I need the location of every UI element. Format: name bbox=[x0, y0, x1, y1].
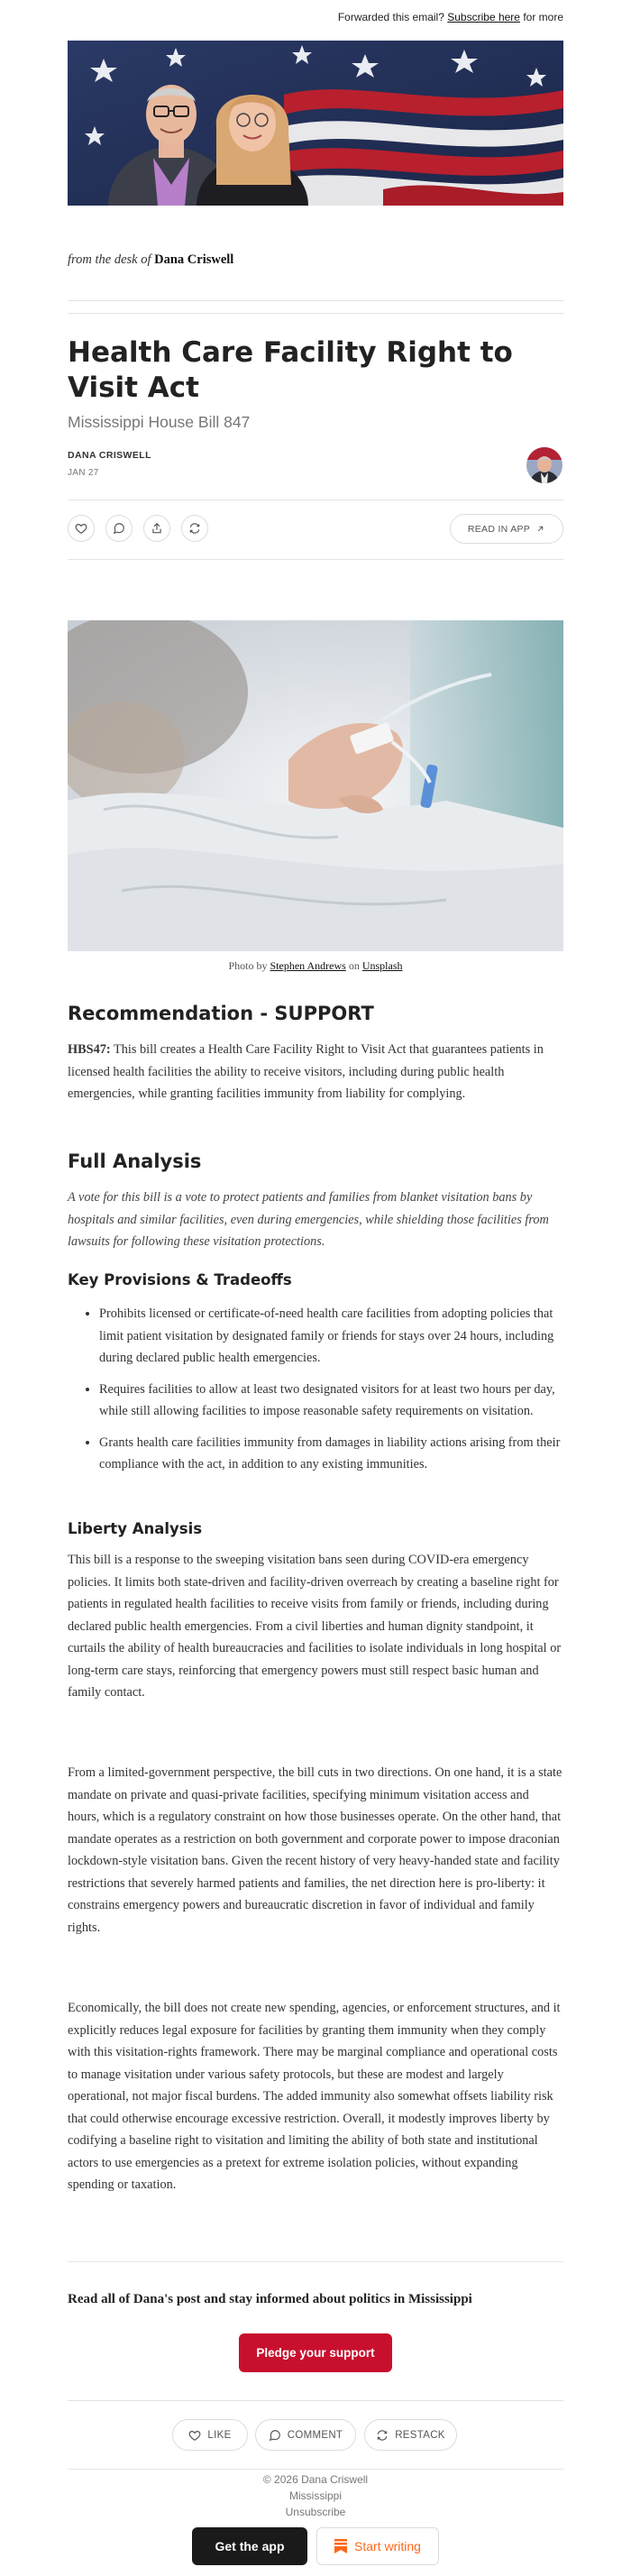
divider bbox=[68, 2261, 563, 2262]
byline-name: Dana Criswell bbox=[154, 252, 234, 267]
author-avatar[interactable] bbox=[526, 447, 562, 483]
liberty-paragraph: From a limited-government perspective, the bill cuts in two directions. On one hand, it is a state mandate on private and quasi-private facilities, specifying minimum visitation access and hours, which is a regulatory constraint on how those businesses operate. On the other hand, that mandate operates as a restriction on both government and corporate power to impose draconian lockdown-style visitation bans. Given the recent history of very heavy-handed state and facility restrictions that severely harmed patients and families, the net direction here is pro-liberty: it constrains emergency powers and bureaucratic discretion in favor of individual and family rights. bbox=[68, 1765, 562, 1935]
liberty-analysis-heading: Liberty Analysis bbox=[68, 1520, 203, 1537]
post-subtitle: Mississippi House Bill 847 bbox=[68, 413, 251, 431]
list-item: • Grants health care facilities immunity from damages in liability actions arising from their compliance with the act, in addition to any existing immunities. bbox=[99, 1432, 563, 1476]
photo-caption bbox=[68, 959, 563, 973]
pledge-support-button[interactable]: Pledge your support bbox=[239, 2333, 392, 2372]
share-button[interactable] bbox=[143, 515, 170, 542]
unsubscribe-link[interactable]: Unsubscribe bbox=[285, 2506, 346, 2518]
start-writing-label: Start writing bbox=[354, 2539, 421, 2553]
list-item: • Prohibits licensed or certificate-of-need health care facilities from adopting policies that limit patient visitation by designated family or friends for stays over 24 hours, including during declared public health emergencies. bbox=[99, 1303, 563, 1370]
divider bbox=[68, 2469, 563, 2470]
like-pill-button[interactable] bbox=[172, 2419, 248, 2451]
share-icon bbox=[151, 522, 163, 535]
recommendation-heading: Recommendation - SUPPORT bbox=[68, 1003, 374, 1024]
full-analysis-heading: Full Analysis bbox=[68, 1150, 202, 1172]
cta-message: Read all of Dana's post and stay informed about politics in Mississippi bbox=[68, 2292, 472, 2306]
heart-icon bbox=[188, 2429, 201, 2442]
restack-pill-button[interactable] bbox=[364, 2419, 457, 2451]
forwarded-notice bbox=[338, 11, 563, 23]
forwarded-suffix: for more bbox=[523, 11, 563, 23]
from-the-desk-byline bbox=[68, 252, 233, 268]
restack-label: RESTACK bbox=[395, 2429, 445, 2441]
list-item: • Requires facilities to allow at least two designated visitors for at least two hours per day, while still allowing facilities to impose reasonable safety requirements on visitation. bbox=[99, 1379, 563, 1423]
read-in-app-button[interactable] bbox=[450, 514, 563, 544]
recommendation-summary bbox=[68, 1039, 563, 1105]
heart-icon bbox=[75, 522, 87, 535]
author-name[interactable]: DANA CRISWELL bbox=[68, 450, 151, 461]
comment-button[interactable] bbox=[105, 515, 133, 542]
divider bbox=[68, 313, 563, 314]
divider bbox=[68, 559, 563, 560]
like-label: LIKE bbox=[207, 2429, 232, 2441]
arrow-up-right-icon bbox=[535, 524, 545, 534]
footer-copyright: © 2026 Dana Criswell bbox=[262, 2473, 369, 2486]
subscribe-link[interactable]: Subscribe here bbox=[447, 11, 520, 23]
caption-mid: on bbox=[348, 959, 360, 972]
get-the-app-button[interactable]: Get the app bbox=[192, 2527, 307, 2565]
footer-location: Mississippi bbox=[288, 2489, 342, 2502]
substack-logo-icon bbox=[334, 2539, 347, 2553]
post-title[interactable]: Health Care Facility Right to Visit Act bbox=[68, 336, 513, 404]
analysis-intro: A vote for this bill is a vote to protect patients and families from blanket visitation bans by hospitals and similar facilities, even during emergencies, while shielding those facilities from lawsuits for following these visitation protections. bbox=[68, 1190, 549, 1249]
unsplash-link[interactable]: Unsplash bbox=[361, 959, 403, 972]
comment-pill-button[interactable] bbox=[255, 2419, 356, 2451]
comment-icon bbox=[113, 522, 125, 535]
post-date: JAN 27 bbox=[68, 468, 99, 478]
provisions-heading: Key Provisions & Tradeoffs bbox=[68, 1271, 292, 1288]
forwarded-text: Forwarded this email? bbox=[337, 11, 444, 23]
byline-prefix: from the desk of bbox=[68, 252, 151, 267]
header-banner-image bbox=[68, 41, 563, 206]
provisions-list bbox=[68, 1303, 563, 1485]
hospital-patient-photo bbox=[68, 620, 563, 951]
like-button[interactable] bbox=[68, 515, 95, 542]
start-writing-button[interactable] bbox=[316, 2527, 439, 2565]
caption-prefix: Photo by bbox=[228, 959, 268, 972]
comment-icon bbox=[269, 2429, 281, 2442]
liberty-paragraph: This bill is a response to the sweeping visitation bans seen during COVID-era emergency policies. It limits both state-driven and facility-driven overreach by creating a baseline right for patients in regulated health facilities to receive visits from family or friends, including during declared public health emergencies. From a civil liberties and human dignity standpoint, it curtails the ability of health bureaucracies and facilities to isolate individuals in long hospital or long-term care stays, reinforcing that emergency powers must still respect basic human and family contact. bbox=[68, 1553, 562, 1700]
read-in-app-label: READ IN APP bbox=[467, 523, 531, 535]
divider bbox=[68, 2400, 563, 2401]
liberty-paragraph: Economically, the bill does not create new spending, agencies, or enforcement structures, and it explicitly reduces legal exposure for facilities by granting them immunity when they comply with this visitation-rights framework. There may be marginal compliance and operational costs to manage visitation under various safety protocols, but these are modest and largely operational, not major fiscal burdens. The added immunity also somewhat offsets liability risk that could otherwise encourage excessive restriction. Overall, it modestly improves liberty by codifying a baseline right to visitation and limiting the ability of both state and institutional actors to use emergencies as a pretext for extreme isolation policies, without expanding spending or taxation. bbox=[68, 2001, 561, 2192]
restack-icon bbox=[188, 522, 201, 535]
restack-button[interactable] bbox=[181, 515, 208, 542]
summary-text: This bill creates a Health Care Facility Right to Visit Act that guarantees patients in licensed health facilities the ability to receive visitors, including during public health emergencies, while granting facilities immunity from liability for complying. bbox=[68, 1042, 544, 1101]
comment-label: COMMENT bbox=[287, 2429, 343, 2441]
divider bbox=[68, 300, 563, 301]
bill-id: HBS47: bbox=[68, 1042, 111, 1057]
photographer-link[interactable]: Stephen Andrews bbox=[270, 959, 346, 972]
restack-icon bbox=[376, 2429, 389, 2442]
